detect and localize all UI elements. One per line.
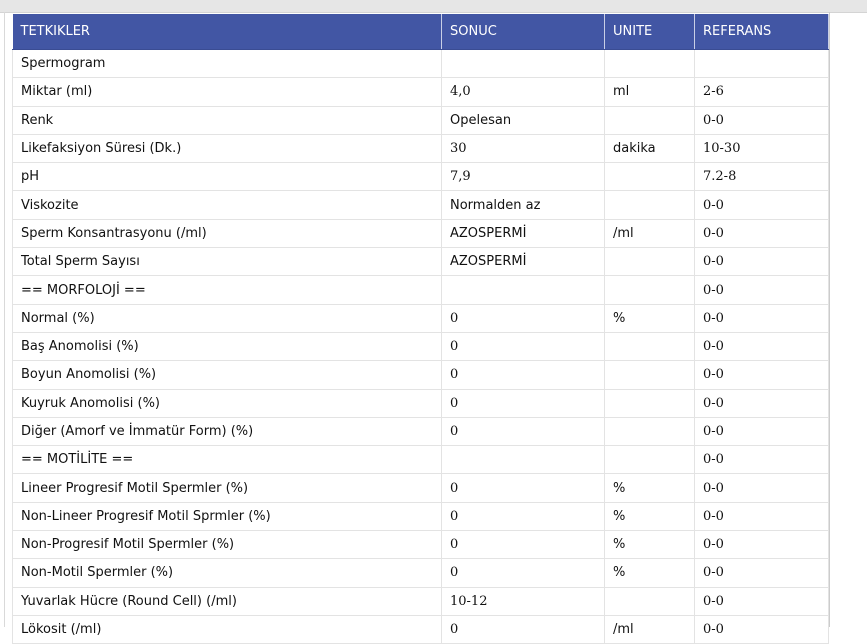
cell-result: 7,9 bbox=[442, 163, 605, 191]
header-row bbox=[13, 14, 829, 50]
cell-result: 0 bbox=[442, 332, 605, 360]
cell-result bbox=[442, 50, 605, 78]
cell-test-name: Non-Motil Spermler (%) bbox=[13, 559, 442, 587]
cell-reference: 0-0 bbox=[695, 276, 829, 304]
results-panel bbox=[12, 14, 828, 644]
cell-result: 0 bbox=[442, 531, 605, 559]
cell-result: 0 bbox=[442, 615, 605, 643]
cell-unit bbox=[605, 106, 695, 134]
header-tetkikler: TETKIKLER bbox=[13, 14, 442, 50]
cell-reference: 0-0 bbox=[695, 332, 829, 360]
table-row bbox=[13, 191, 829, 219]
left-border bbox=[4, 12, 5, 627]
cell-test-name: Boyun Anomolisi (%) bbox=[13, 361, 442, 389]
cell-result: 0 bbox=[442, 502, 605, 530]
table-row bbox=[13, 163, 829, 191]
cell-reference: 0-0 bbox=[695, 615, 829, 643]
cell-test-name: Diğer (Amorf ve İmmatür Form) (%) bbox=[13, 417, 442, 445]
cell-unit: dakika bbox=[605, 134, 695, 162]
cell-result: 10-12 bbox=[442, 587, 605, 615]
table-row bbox=[13, 106, 829, 134]
table-row bbox=[13, 531, 829, 559]
table-row bbox=[13, 615, 829, 643]
cell-reference: 10-30 bbox=[695, 134, 829, 162]
cell-test-name: Non-Lineer Progresif Motil Sprmler (%) bbox=[13, 502, 442, 530]
table-row bbox=[13, 474, 829, 502]
cell-test-name: Viskozite bbox=[13, 191, 442, 219]
cell-unit: % bbox=[605, 559, 695, 587]
cell-unit: % bbox=[605, 474, 695, 502]
cell-unit bbox=[605, 248, 695, 276]
cell-reference: 0-0 bbox=[695, 361, 829, 389]
cell-unit: % bbox=[605, 502, 695, 530]
table-row bbox=[13, 134, 829, 162]
table-row bbox=[13, 332, 829, 360]
cell-reference: 7.2-8 bbox=[695, 163, 829, 191]
cell-result: 0 bbox=[442, 417, 605, 445]
table-row bbox=[13, 361, 829, 389]
cell-result: 0 bbox=[442, 559, 605, 587]
cell-reference: 0-0 bbox=[695, 248, 829, 276]
cell-test-name: Spermogram bbox=[13, 50, 442, 78]
cell-result: Normalden az bbox=[442, 191, 605, 219]
cell-reference: 0-0 bbox=[695, 304, 829, 332]
right-border bbox=[829, 12, 830, 627]
table-header bbox=[13, 14, 829, 50]
cell-unit bbox=[605, 332, 695, 360]
cell-result: 30 bbox=[442, 134, 605, 162]
cell-reference: 0-0 bbox=[695, 417, 829, 445]
table-row bbox=[13, 248, 829, 276]
cell-test-name: == MORFOLOJİ == bbox=[13, 276, 442, 304]
cell-unit bbox=[605, 417, 695, 445]
table-row bbox=[13, 587, 829, 615]
table-row bbox=[13, 502, 829, 530]
cell-result: AZOSPERMİ bbox=[442, 248, 605, 276]
cell-reference: 0-0 bbox=[695, 389, 829, 417]
table-row bbox=[13, 417, 829, 445]
cell-unit: /ml bbox=[605, 615, 695, 643]
cell-unit: % bbox=[605, 531, 695, 559]
cell-unit bbox=[605, 50, 695, 78]
table-row bbox=[13, 219, 829, 247]
cell-unit bbox=[605, 163, 695, 191]
cell-test-name: Renk bbox=[13, 106, 442, 134]
cell-reference: 0-0 bbox=[695, 559, 829, 587]
cell-reference: 0-0 bbox=[695, 531, 829, 559]
cell-result: 0 bbox=[442, 389, 605, 417]
cell-test-name: Lineer Progresif Motil Spermler (%) bbox=[13, 474, 442, 502]
header-referans: REFERANS bbox=[695, 14, 829, 50]
table-row bbox=[13, 559, 829, 587]
cell-reference: 0-0 bbox=[695, 474, 829, 502]
cell-unit: ml bbox=[605, 78, 695, 106]
cell-result: AZOSPERMİ bbox=[442, 219, 605, 247]
cell-result: Opelesan bbox=[442, 106, 605, 134]
cell-result bbox=[442, 446, 605, 474]
cell-reference: 0-0 bbox=[695, 587, 829, 615]
table-row bbox=[13, 276, 829, 304]
table-body bbox=[13, 50, 829, 644]
cell-result: 0 bbox=[442, 361, 605, 389]
cell-result bbox=[442, 276, 605, 304]
table-row bbox=[13, 50, 829, 78]
table-row bbox=[13, 389, 829, 417]
cell-unit bbox=[605, 389, 695, 417]
cell-test-name: Normal (%) bbox=[13, 304, 442, 332]
cell-reference: 0-0 bbox=[695, 191, 829, 219]
table-row bbox=[13, 446, 829, 474]
cell-test-name: Sperm Konsantrasyonu (/ml) bbox=[13, 219, 442, 247]
cell-unit bbox=[605, 587, 695, 615]
top-bar bbox=[0, 0, 867, 13]
header-unite: UNITE bbox=[605, 14, 695, 50]
cell-result: 0 bbox=[442, 304, 605, 332]
table-row bbox=[13, 304, 829, 332]
cell-test-name: Yuvarlak Hücre (Round Cell) (/ml) bbox=[13, 587, 442, 615]
cell-result: 4,0 bbox=[442, 78, 605, 106]
cell-reference: 0-0 bbox=[695, 106, 829, 134]
cell-test-name: Non-Progresif Motil Spermler (%) bbox=[13, 531, 442, 559]
cell-unit bbox=[605, 446, 695, 474]
lab-results-table bbox=[12, 14, 829, 644]
cell-unit bbox=[605, 191, 695, 219]
cell-reference: 0-0 bbox=[695, 446, 829, 474]
table-row bbox=[13, 78, 829, 106]
cell-reference bbox=[695, 50, 829, 78]
cell-reference: 0-0 bbox=[695, 502, 829, 530]
cell-reference: 0-0 bbox=[695, 219, 829, 247]
cell-test-name: Total Sperm Sayısı bbox=[13, 248, 442, 276]
cell-result: 0 bbox=[442, 474, 605, 502]
cell-unit bbox=[605, 276, 695, 304]
cell-unit bbox=[605, 361, 695, 389]
cell-test-name: pH bbox=[13, 163, 442, 191]
cell-unit: /ml bbox=[605, 219, 695, 247]
cell-test-name: Baş Anomolisi (%) bbox=[13, 332, 442, 360]
cell-test-name: Kuyruk Anomolisi (%) bbox=[13, 389, 442, 417]
cell-test-name: == MOTİLİTE == bbox=[13, 446, 442, 474]
cell-test-name: Miktar (ml) bbox=[13, 78, 442, 106]
header-sonuc: SONUC bbox=[442, 14, 605, 50]
cell-unit: % bbox=[605, 304, 695, 332]
cell-test-name: Likefaksiyon Süresi (Dk.) bbox=[13, 134, 442, 162]
cell-test-name: Lökosit (/ml) bbox=[13, 615, 442, 643]
cell-reference: 2-6 bbox=[695, 78, 829, 106]
